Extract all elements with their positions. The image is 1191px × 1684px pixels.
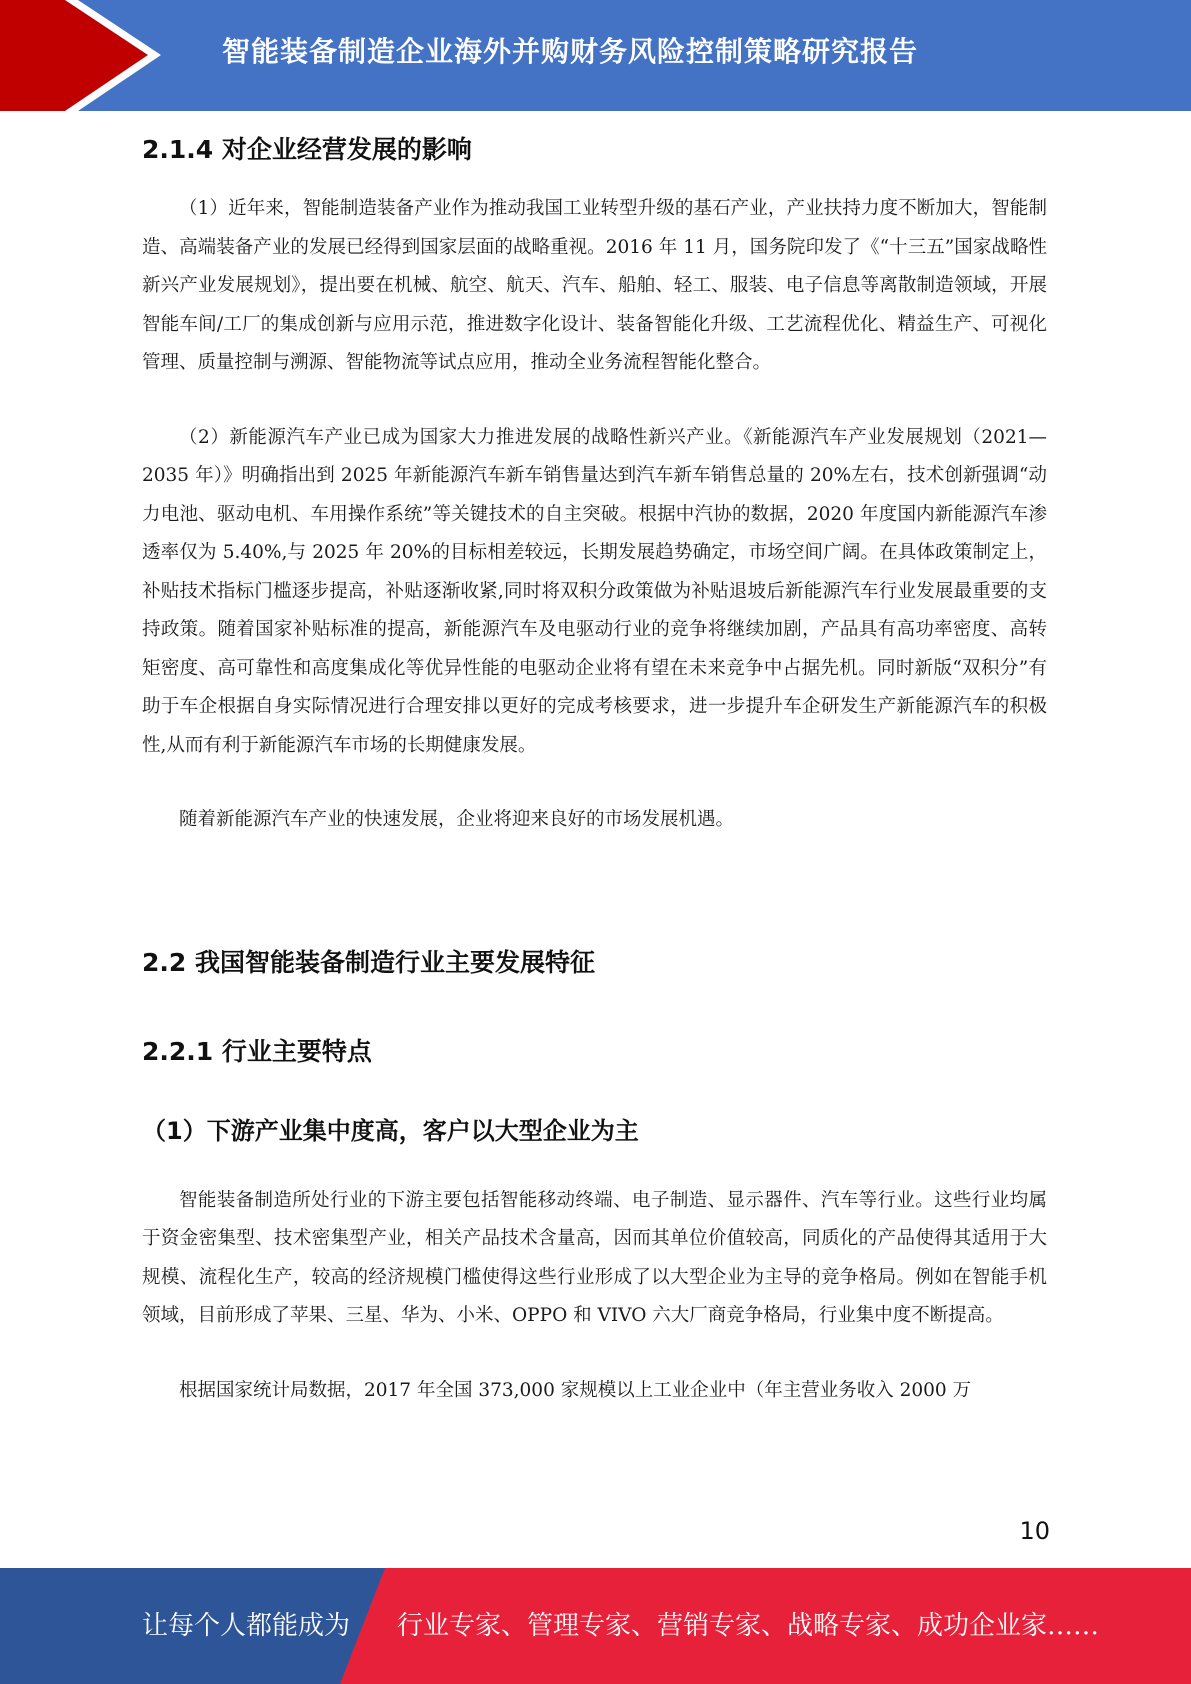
page-footer	[0, 1568, 1191, 1684]
section-heading-2-2-1: 2.2.1 行业主要特点	[142, 1036, 372, 1066]
paragraph: 根据国家统计局数据，2017 年全国 373,000 家规模以上工业企业中（年主营业务收入 2000 万	[179, 1379, 972, 1401]
paragraph: （2）新能源汽车产业已成为国家大力推进发展的战略性新兴产业。《新能源汽车产业发展规划（2021—2035 年）》明确指出到 2025 年新能源汽车新车销售量达到汽车新车销售总量的 20%左右，技术创新强调“动力电池、驱动电机、车用操作系统”等关键技术的自主突破。根据中汽协的数据，2020 年度国内新能源汽车渗透率仅为 5.40%,与 2025 年 20%的目标相差较远，长期发展趋势确定，市场空间广阔。在具体政策制定上，补贴技术指标门槛逐步提高，补贴逐渐收紧,同时将双积分政策做为补贴退坡后新能源汽车行业发展最重要的支持政策。随着国家补贴标准的提高，新能源汽车及电驱动行业的竞争将继续加剧，产品具有高功率密度、高转矩密度、高可靠性和高度集成化等优异性能的电驱动企业将有望在未来竞争中占据先机。同时新版“双积分”有助于车企根据自身实际情况进行合理安排以更好的完成考核要求，进一步提升车企研发生产新能源汽车的积极性,从而有利于新能源汽车市场的长期健康发展。	[142, 426, 1047, 756]
footer-slogan-left: 让每个人都能成为	[142, 1611, 351, 1641]
page-number: 10	[1019, 1517, 1050, 1545]
report-title: 智能装备制造企业海外并购财务风险控制策略研究报告	[222, 35, 919, 68]
section-heading-2-1-4: 2.1.4 对企业经营发展的影响	[142, 135, 472, 164]
paragraph: 随着新能源汽车产业的快速发展，企业将迎来良好的市场发展机遇。	[179, 809, 735, 830]
page-content	[142, 120, 1047, 1410]
paragraph: （1）近年来，智能制造装备产业作为推动我国工业转型升级的基石产业，产业扶持力度不断加大，智能制造、高端装备产业的发展已经得到国家层面的战略重视。2016 年 11 月，国务院印发了《“十三五”国家战略性新兴产业发展规划》，提出要在机械、航空、航天、汽车、船舶、轻工、服装、电子信息等离散制造领域，开展智能车间/工厂的集成创新与应用示范，推进数字化设计、装备智能化升级、工艺流程优化、精益生产、可视化管理、质量控制与溯源、智能物流等试点应用，推动全业务流程智能化整合。	[142, 198, 1047, 373]
subsection-heading-1: （1）下游产业集中度高，客户以大型企业为主	[142, 1116, 639, 1145]
section-heading-2-2: 2.2 我国智能装备制造行业主要发展特征	[142, 947, 595, 977]
footer-slogan-right: 行业专家、管理专家、营销专家、战略专家、成功企业家……	[397, 1611, 1100, 1641]
page-header	[0, 0, 1191, 111]
paragraph: 智能装备制造所处行业的下游主要包括智能移动终端、电子制造、显示器件、汽车等行业。这些行业均属于资金密集型、技术密集型产业，相关产品技术含量高，因而其单位价值较高，同质化的产品使得其适用于大规模、流程化生产，较高的经济规模门槛使得这些行业形成了以大型企业为主导的竞争格局。例如在智能手机领域，目前形成了苹果、三星、华为、小米、OPPO 和 VIVO 六大厂商竞争格局，行业集中度不断提高。	[142, 1189, 1047, 1326]
